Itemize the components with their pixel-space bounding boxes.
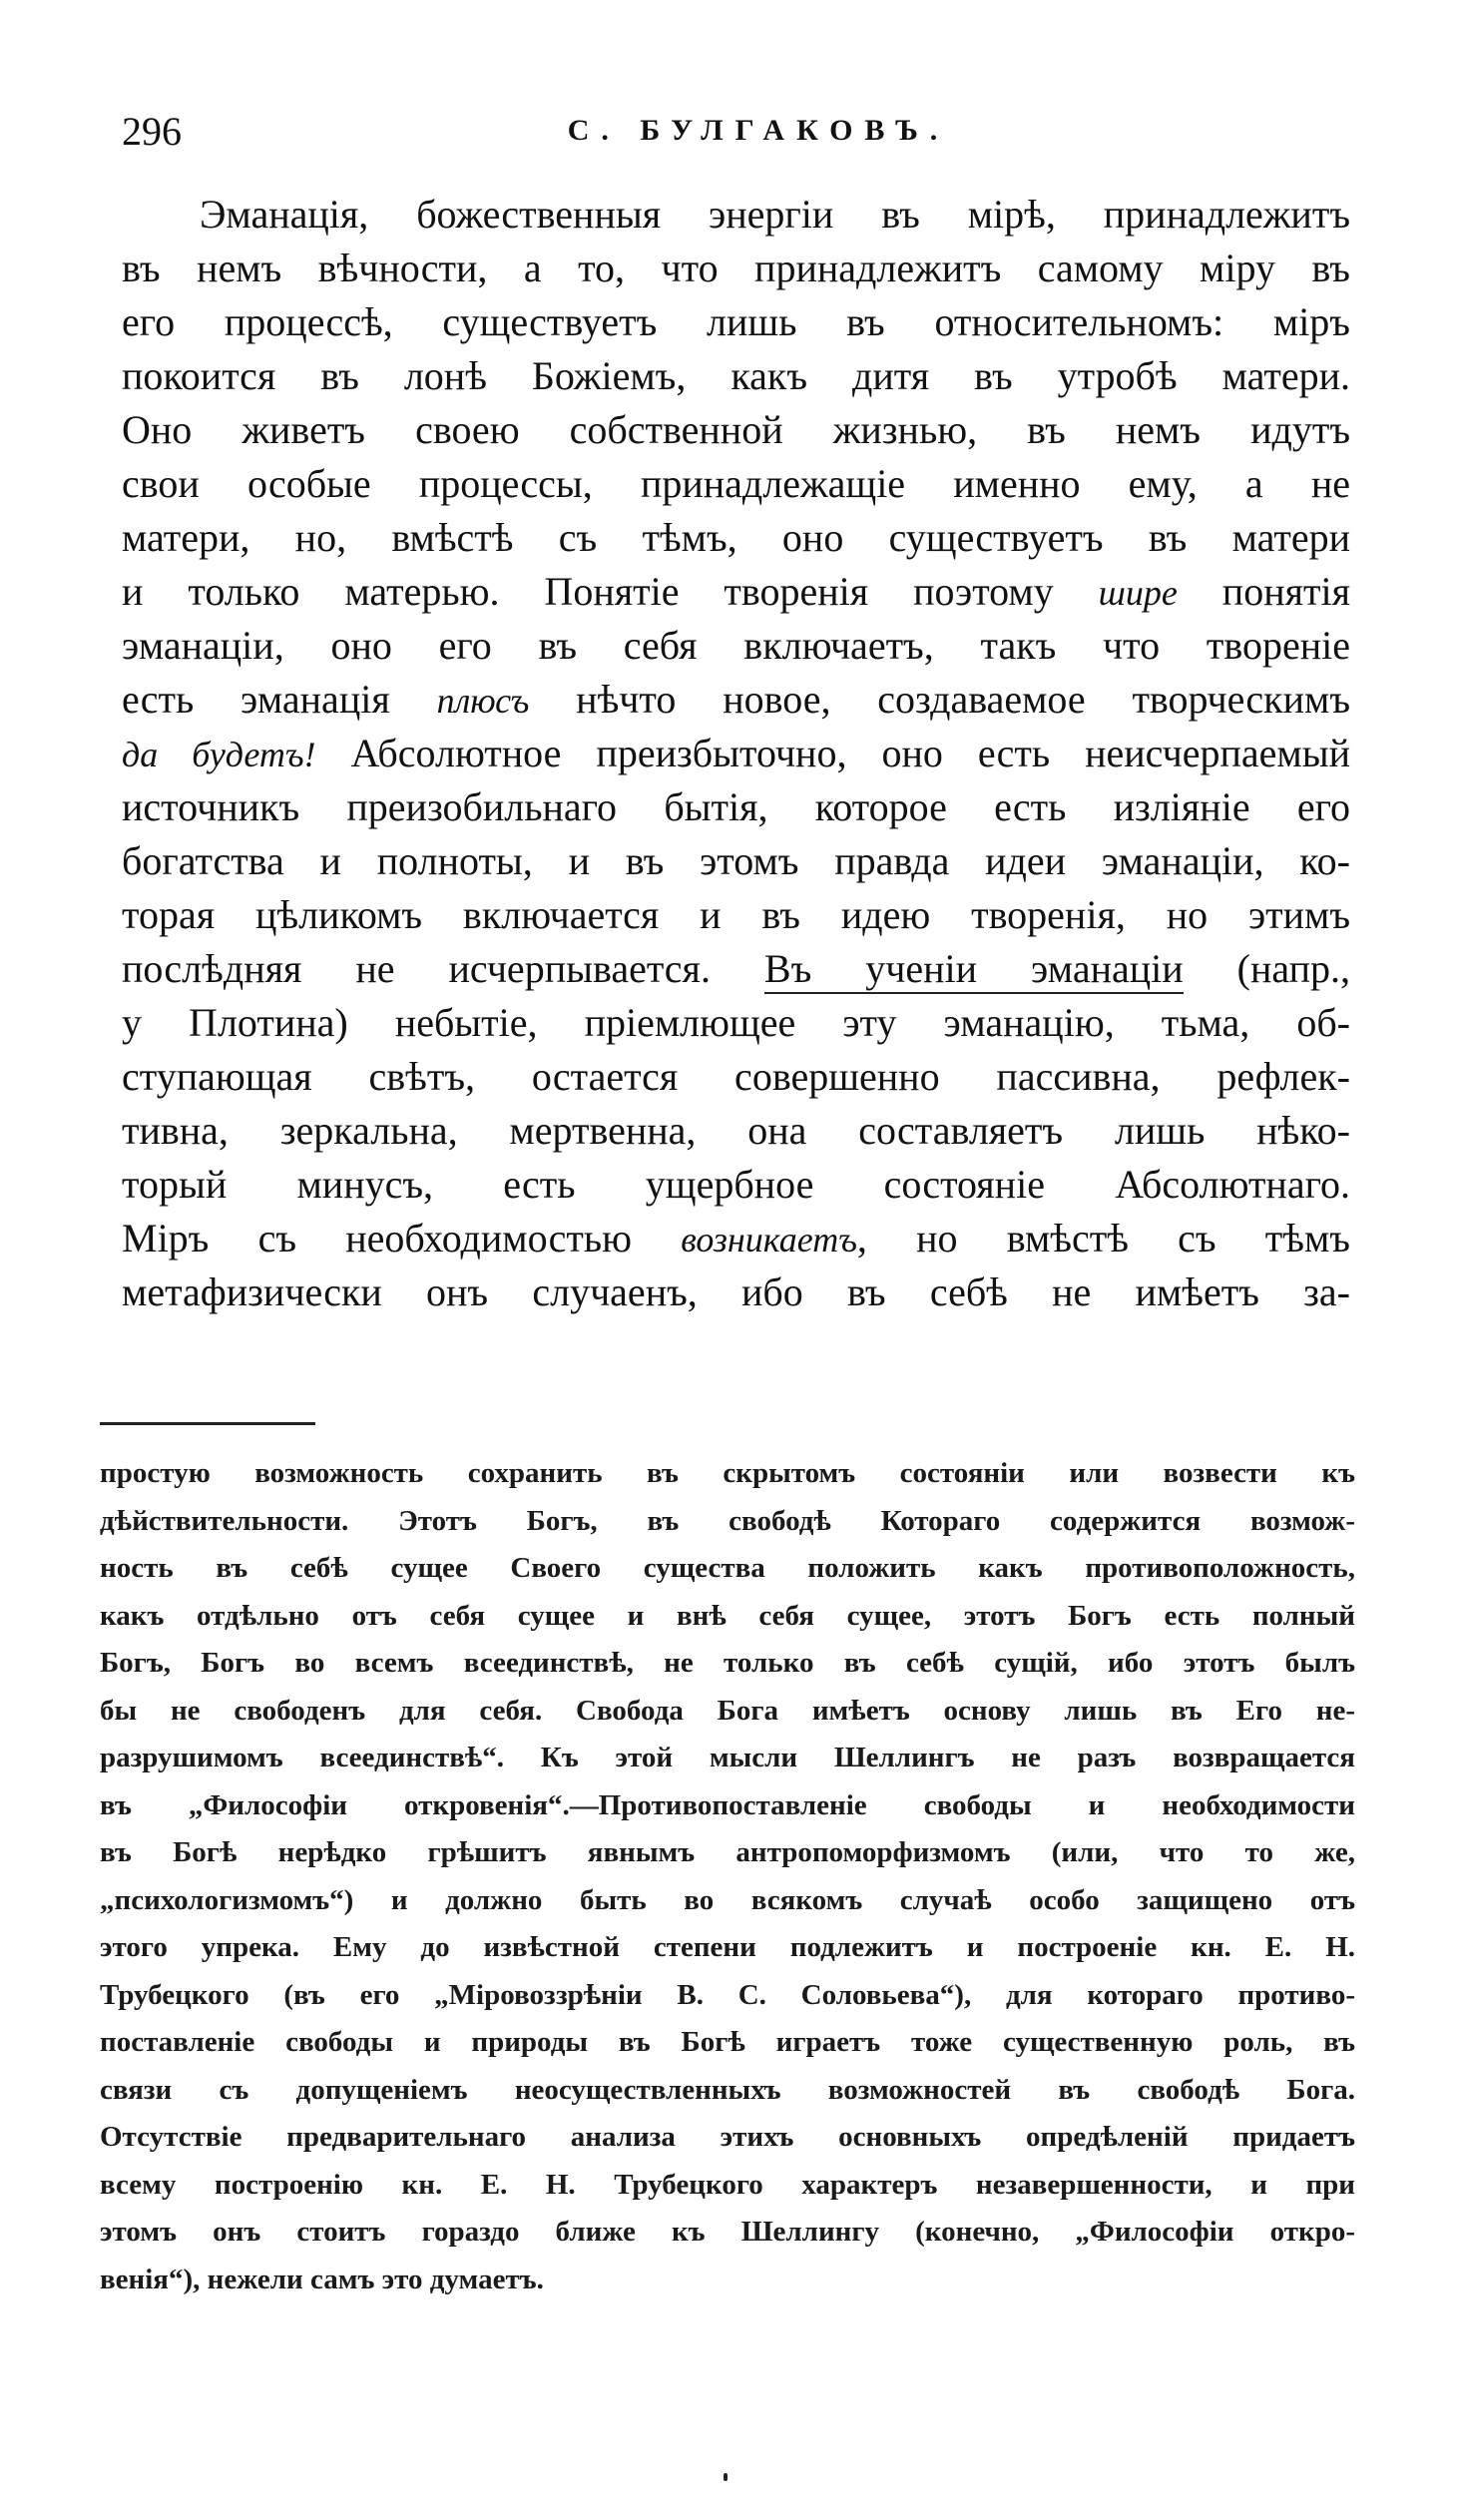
text-line <box>122 1104 1350 1158</box>
text-line <box>122 1050 1350 1104</box>
main-text <box>122 188 1350 1319</box>
running-title: С. БУЛГАКОВЪ. <box>567 114 950 147</box>
text-line <box>122 727 1350 780</box>
footnote-line: разрушимомъ всеединствѣ“. Къ этой мысли Шеллингъ не разъ возвращается <box>100 1742 1355 1773</box>
italic-emphasis: шире <box>1098 573 1178 613</box>
italic-emphasis: да будетъ! <box>122 735 316 774</box>
text-line <box>122 834 1350 888</box>
text-segment: матери, но, вмѣстѣ съ тѣмъ, оно существуетъ въ матери <box>122 515 1350 560</box>
text-segment: нѣчто новое, создаваемое творческимъ <box>529 677 1351 722</box>
text-segment: свои особые процессы, принадлежащіе именно ему, а не <box>122 461 1350 506</box>
footnote-line: бы не свободенъ для себя. Свобода Бога имѣетъ основу лишь въ Его не- <box>100 1694 1355 1727</box>
page-number: 296 <box>122 109 182 154</box>
footnote-line: поставленіе свободы и природы въ Богѣ играетъ тоже существенную роль, въ <box>100 2026 1355 2058</box>
text-segment: покоится въ лонѣ Божіемъ, какъ дитя въ утробѣ матери. <box>122 353 1350 398</box>
text-segment: , но вмѣстѣ съ тѣмъ <box>856 1216 1350 1260</box>
text-segment: тивна, зеркальна, мертвенна, она составляетъ лишь нѣко- <box>122 1108 1350 1153</box>
footnote-line: какъ отдѣльно отъ себя сущее и внѣ себя сущее, этотъ Богъ есть полный <box>100 1599 1355 1632</box>
text-segment: (напр., <box>1183 946 1350 991</box>
text-segment: Міръ съ необходимостью <box>122 1216 682 1260</box>
italic-emphasis: плюсъ <box>436 681 530 721</box>
footnote-rule <box>100 1422 315 1425</box>
footnote-line: Трубецкого (въ его „Міровоззрѣніи В. С. Соловьева“), для котораго противо- <box>100 1978 1355 2011</box>
footnote-line: Богъ, Богъ во всемъ всеединствѣ, не только въ себѣ сущій, ибо этотъ былъ <box>100 1647 1355 1679</box>
text-segment: торый минусъ, есть ущербное состояніе Абсолютнаго. <box>122 1162 1350 1207</box>
text-segment: Эманація, божественныя энергіи въ мірѣ, принадлежитъ <box>200 192 1350 237</box>
footnote-line: всему построенію кн. Е. Н. Трубецкого характеръ незавершенности, и при <box>100 2168 1355 2201</box>
italic-emphasis: возникаетъ <box>681 1220 857 1260</box>
print-speck <box>724 2473 728 2481</box>
text-segment: источникъ преизобильнаго бытія, которое есть изліяніе его <box>122 784 1350 829</box>
text-line <box>122 996 1350 1050</box>
text-segment: есть эманація <box>122 677 437 722</box>
footnote-line: Отсутствіе предварительнаго анализа этихъ основныхъ опредѣленій придаетъ <box>100 2121 1355 2153</box>
text-segment: ступающая свѣтъ, остается совершенно пассивна, рефлек- <box>122 1054 1350 1099</box>
footnote <box>100 1450 1355 2303</box>
text-line <box>122 1158 1350 1212</box>
text-segment: Абсолютное преизбыточно, оно есть неисчерпаемый <box>315 731 1350 775</box>
text-line <box>122 673 1350 727</box>
text-line <box>122 403 1350 457</box>
footnote-line: въ „Философіи откровенія“.—Противопоставленіе свободы и необходимости <box>100 1788 1355 1821</box>
text-segment: богатства и полноты, и въ этомъ правда идеи эманаціи, ко- <box>122 838 1350 883</box>
text-line <box>122 349 1350 403</box>
underlined-phrase: Въ ученіи эманаціи <box>764 946 1184 994</box>
text-segment: метафизически онъ случаенъ, ибо въ себѣ не имѣетъ за- <box>122 1269 1350 1314</box>
text-segment: понятія <box>1177 569 1350 614</box>
text-segment: въ немъ вѣчности, а то, что принадлежитъ самому міру въ <box>122 246 1350 290</box>
footnote-line: ность въ себѣ сущее Своего существа положить какъ противоположность, <box>100 1552 1355 1584</box>
text-segment: Оно живетъ своею собственной жизнью, въ немъ идутъ <box>122 407 1350 452</box>
text-line <box>122 942 1350 996</box>
footnote-line: „психологизмомъ“) и должно быть во всякомъ случаѣ особо защищено отъ <box>100 1883 1355 1916</box>
text-segment: эманаціи, оно его въ себя включаетъ, такъ что твореніе <box>122 623 1350 668</box>
text-segment: его процессѣ, существуетъ лишь въ относительномъ: міръ <box>122 299 1350 344</box>
footnote-line: въ Богѣ нерѣдко грѣшитъ явнымъ антропоморфизмомъ (или, что то же, <box>100 1836 1355 1868</box>
text-segment: у Плотина) небытіе, пріемлющее эту эманацію, тьма, об- <box>122 1000 1350 1045</box>
text-line <box>122 1212 1350 1265</box>
footnote-line: простую возможность сохранить въ скрытомъ состояніи или возвести къ <box>100 1457 1355 1489</box>
text-line <box>122 295 1350 349</box>
text-line <box>122 188 1350 242</box>
text-line <box>122 242 1350 295</box>
text-line <box>122 619 1350 673</box>
text-segment: торая цѣликомъ включается и въ идею творенія, но этимъ <box>122 892 1350 937</box>
footnote-line: венія“), нежели самъ это думаетъ. <box>100 2263 544 2295</box>
footnote-line: дѣйствительности. Этотъ Богъ, въ свободѣ Котораго содержится возмож- <box>100 1504 1355 1537</box>
text-line <box>122 888 1350 942</box>
text-line <box>122 565 1350 619</box>
text-line <box>122 457 1350 511</box>
text-line <box>122 780 1350 834</box>
footnote-line: связи съ допущеніемъ неосуществленныхъ возможностей въ свободѣ Бога. <box>100 2073 1355 2106</box>
text-segment: послѣдняя не исчерпывается. <box>122 946 764 991</box>
text-segment: и только матерью. Понятіе творенія поэтому <box>122 569 1099 614</box>
text-line <box>122 511 1350 565</box>
footnote-line: этомъ онъ стоитъ гораздо ближе къ Шеллингу (конечно, „Философіи откро- <box>100 2216 1355 2248</box>
footnote-line: этого упрека. Ему до извѣстной степени подлежитъ и построеніе кн. Е. Н. <box>100 1931 1355 1963</box>
text-line <box>122 1265 1350 1319</box>
